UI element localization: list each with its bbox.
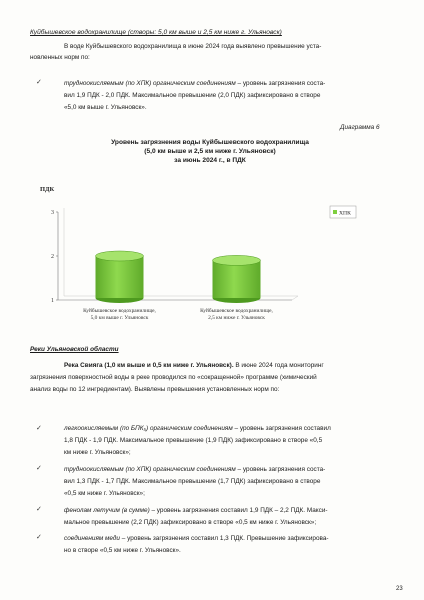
- diagram-label: Диаграмма 6: [340, 124, 380, 131]
- x-tick-label: Куйбышевское водохранилище,: [83, 308, 156, 314]
- bullet-phenols: фенолам летучим (в сумме) – уровень загрязнения составил 1,9 ПДК – 2,2 ПДК. Макси-: [64, 507, 328, 514]
- bar-top: [96, 251, 144, 261]
- chart-title-line1: Уровень загрязнения воды Куйбышевского водохранилища: [111, 139, 309, 146]
- bullet-copper-line2: но в створе «0,5 км ниже г. Ульяновск».: [64, 547, 181, 554]
- bullet-bod: легкоокисляемым (по БПК₅) органическим соединениям – уровень загрязнения составил: [64, 425, 331, 432]
- check-icon: ✓: [36, 79, 42, 86]
- y-tick-label: 3: [51, 210, 54, 216]
- sviyaga-paragraph: Река Свияга (1,0 км выше и 0,5 км ниже г. Ульяновск). В июне 2024 года мониторинг: [64, 362, 324, 369]
- y-tick-label: 2: [51, 254, 54, 260]
- bullet-cod-river: трудноокисляемым (по ХПК) органическим соединениям – уровень загрязнения соста-: [64, 466, 326, 473]
- check-icon: ✓: [36, 425, 42, 432]
- legend-swatch: [333, 210, 337, 214]
- x-tick-label: 2,5 км ниже г. Ульяновск: [208, 315, 265, 321]
- bullet-cod-river-line3: «0,5 км ниже г. Ульяновск»;: [64, 490, 145, 497]
- bar: [213, 260, 261, 298]
- check-icon: ✓: [36, 465, 42, 472]
- bullet-cod-line3: «5,0 км выше г. Ульяновск».: [64, 104, 147, 111]
- intro-text-cont: новленных норм по:: [30, 54, 90, 61]
- bullet-copper: соединениям меди – уровень загрязнения составил 1,3 ПДК. Превышение зафиксирова-: [64, 535, 329, 542]
- y-axis-label: ПДК: [40, 186, 55, 193]
- bullet-cod: трудноокисляемым (по ХПК) органическим соединениям – уровень загрязнения соста-: [64, 80, 326, 87]
- check-icon: ✓: [36, 506, 42, 513]
- x-tick-label: Куйбышевское водохранилище,: [200, 308, 273, 314]
- sviyaga-paragraph-line2: загрязнения поверхностной воды в реке проводился по «сокращенной» программе (химический: [30, 374, 317, 381]
- chart-title-line3: за июнь 2024 г., в ПДК: [174, 157, 246, 164]
- bullet-cod-river-line2: вил 1,3 ПДК - 1,7 ПДК. Максимальное превышение (1,7 ПДК) зафиксировано в створе: [64, 478, 321, 485]
- page-number: 23: [396, 586, 403, 592]
- bullet-phenols-line2: мальное превышение (2,2 ПДК) зафиксировано в створе «0,5 км ниже г. Ульяновск»;: [64, 519, 317, 526]
- pollution-chart: [30, 178, 400, 328]
- sviyaga-paragraph-line3: анализ воды по 12 ингредиентам). Выявлены превышения установленных норм по:: [30, 386, 280, 393]
- bar-top: [213, 255, 261, 265]
- section-heading-rivers: Реки Ульяновской области: [30, 346, 119, 353]
- check-icon: ✓: [36, 534, 42, 541]
- bar: [96, 256, 144, 298]
- legend-label: ХПК: [339, 210, 351, 217]
- intro-text: В воде Куйбышевского водохранилища в июне 2024 года выявлено превышение уста-: [64, 43, 322, 50]
- x-tick-label: 5,0 км выше г. Ульяновск: [90, 315, 149, 321]
- section-heading-reservoir: Куйбышевское водохранилище (створы: 5,0 км выше и 2,5 км ниже г. Ульяновск): [30, 29, 282, 36]
- chart-title-line2: (5,0 км выше и 2,5 км ниже г. Ульяновск): [144, 148, 276, 155]
- bullet-cod-line2: вил 1,9 ПДК - 2,0 ПДК. Максимальное превышение (2,0 ПДК) зафиксировано в створе: [64, 92, 321, 99]
- floor-side-line: [292, 296, 298, 300]
- bullet-bod-line3: км ниже г. Ульяновск»;: [64, 449, 131, 456]
- bullet-bod-line2: 1,8 ПДК - 1,9 ПДК. Максимальное превышение (1,9 ПДК) зафиксировано в створе «0,5: [64, 437, 323, 444]
- y-tick-label: 1: [51, 298, 54, 304]
